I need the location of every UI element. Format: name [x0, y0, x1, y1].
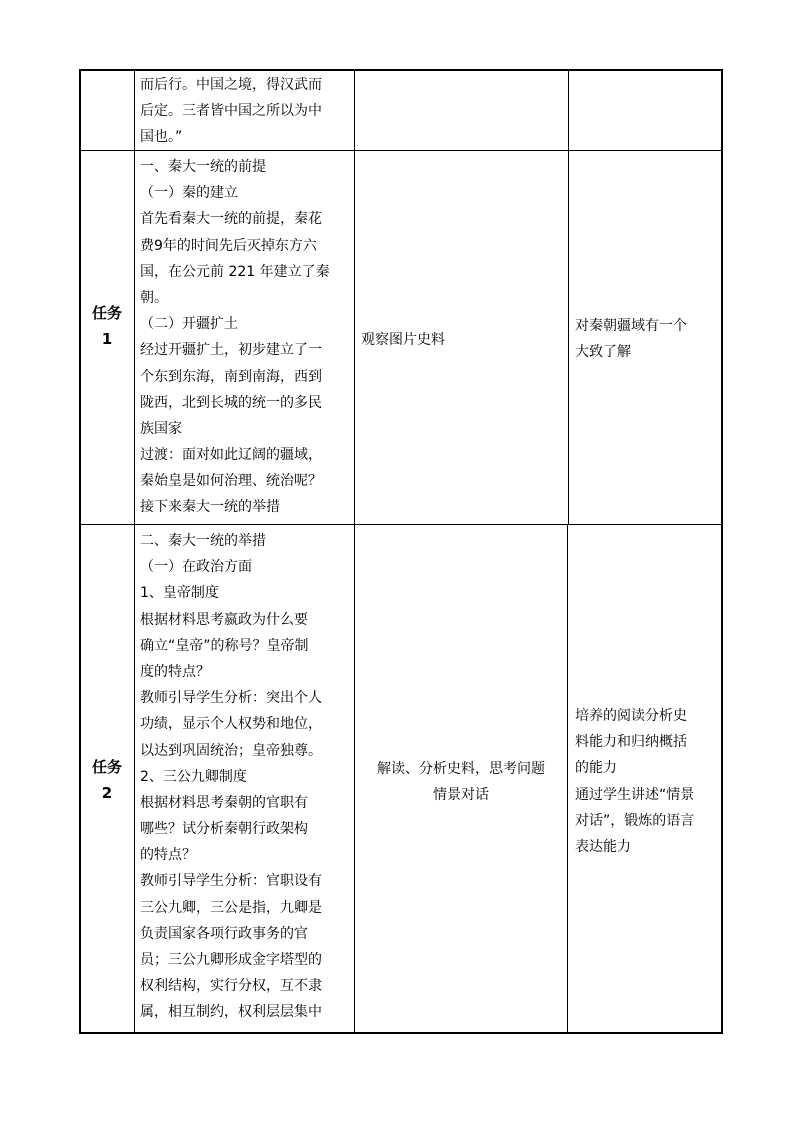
goal-line: 培养的阅读分析史 — [575, 708, 687, 724]
content-line: 权利结构，实行分权，互不隶 — [140, 978, 322, 995]
goal-line: 的能力 — [575, 760, 617, 777]
content-line: 教师引导学生分析：官职设有 — [140, 873, 322, 890]
content-line: 首先看秦大一统的前提，秦花 — [140, 211, 322, 228]
content-line: 员；三公九卿形成金字塔型的 — [140, 952, 322, 968]
content-line: 以达到巩固统治；皇帝独尊。 — [140, 742, 322, 759]
row-1-activity — [361, 327, 445, 353]
content-line: 个东到东海，南到南海，西到 — [140, 368, 322, 385]
goal-line: 大致了解 — [575, 344, 631, 361]
content-line: （二）开疆扩土 — [140, 316, 238, 333]
row-2-goal — [575, 703, 694, 860]
column-divider — [354, 70, 355, 1033]
row-1-goal — [575, 313, 687, 365]
task-label-line: 任务 — [91, 758, 122, 776]
column-divider — [567, 525, 568, 1033]
column-divider — [568, 70, 569, 525]
content-line: 2、三公九卿制度 — [140, 768, 247, 785]
row-2-content — [140, 528, 322, 1026]
content-line: 二、秦大一统的举措 — [140, 533, 266, 549]
content-line: 根据材料思考嬴政为什么要 — [140, 611, 308, 628]
task-2-label — [80, 754, 134, 806]
content-line: 朝。 — [140, 289, 168, 306]
task-label-line: 任务 — [91, 304, 122, 322]
content-line: 确立“皇帝”的称号？皇帝制 — [140, 637, 309, 654]
column-divider — [134, 70, 135, 1033]
row-1-content — [140, 154, 330, 521]
goal-line: 对话”，锻炼的语言 — [575, 812, 695, 829]
content-line: （一）在政治方面 — [140, 559, 252, 576]
goal-line: 表达能力 — [575, 838, 631, 855]
content-line: 而后行。中国之境，得汉武而 — [140, 77, 322, 93]
task-label-line: 2 — [101, 784, 113, 803]
content-line: 陇西，北到长城的统一的多民 — [140, 394, 322, 411]
content-line: 度的特点？ — [140, 663, 210, 680]
content-line: 的特点？ — [140, 847, 196, 864]
content-line: 1、皇帝制度 — [140, 585, 219, 602]
goal-line: 对秦朝疆域有一个 — [575, 318, 687, 334]
goal-line: 料能力和归纳概括 — [575, 734, 687, 751]
task-1-label — [80, 300, 134, 352]
content-line: 过渡：面对如此辽阔的疆域， — [140, 447, 322, 464]
content-line: 经过开疆扩土，初步建立了一 — [140, 342, 322, 359]
content-line: 功绩，显示个人权势和地位， — [140, 716, 322, 733]
activity-line: 情景对话 — [433, 787, 489, 804]
content-line: （一）秦的建立 — [140, 185, 238, 202]
content-line: 根据材料思考秦朝的官职有 — [140, 794, 308, 811]
row-0-content — [140, 72, 322, 151]
content-line: 一、秦大一统的前提 — [140, 159, 266, 175]
content-line: 哪些？试分析秦朝行政架构 — [140, 821, 308, 838]
row-divider — [80, 524, 722, 525]
content-line: 后定。三者皆中国之所以为中 — [140, 103, 322, 120]
content-line: 负责国家各项行政事务的官 — [140, 925, 308, 942]
content-line: 接下来秦大一统的举措 — [140, 499, 280, 516]
content-line: 国也。” — [140, 129, 183, 146]
row-2-activity — [356, 756, 566, 808]
content-line: 族国家 — [140, 420, 182, 437]
content-line: 国，在公元前 221 年建立了秦 — [140, 263, 330, 280]
content-line: 费9年的时间先后灭掉东方六 — [140, 237, 317, 254]
content-line: 三公九卿，三公是指，九卿是 — [140, 899, 322, 916]
activity-line: 解读、分析史料，思考问题 — [377, 761, 545, 777]
content-line: 属，相互制约，权利层层集中 — [140, 1004, 322, 1021]
goal-line: 通过学生讲述“情景 — [575, 786, 695, 803]
task-label-line: 1 — [101, 330, 113, 349]
content-line: 秦始皇是如何治理、统治呢？ — [140, 473, 322, 490]
content-line: 教师引导学生分析：突出个人 — [140, 690, 322, 707]
activity-line: 观察图片史料 — [361, 332, 445, 348]
